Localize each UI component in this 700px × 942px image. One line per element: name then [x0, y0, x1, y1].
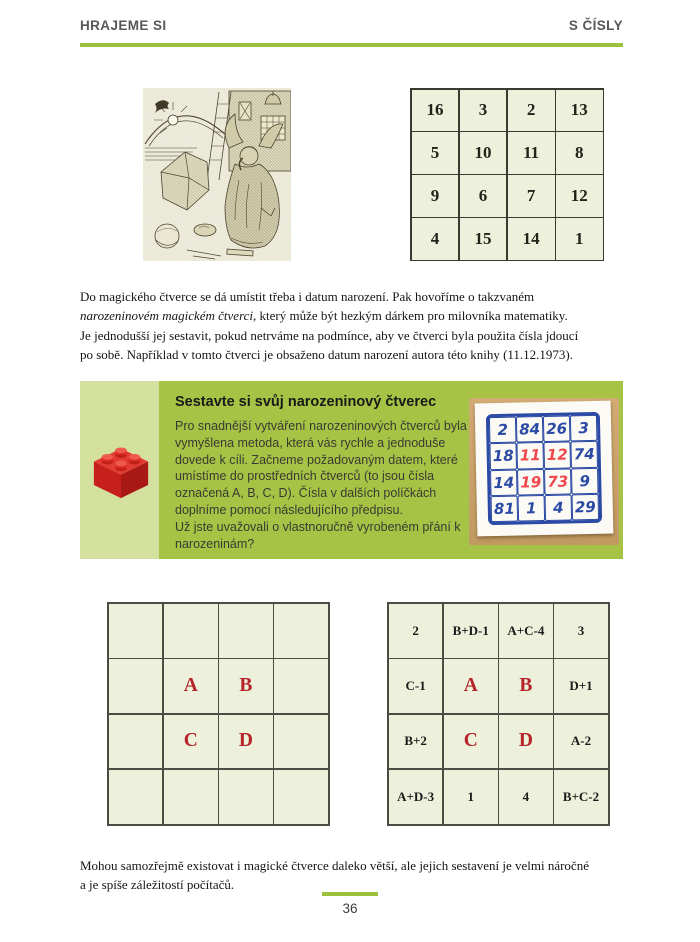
birthday-magic-square-table: [410, 88, 604, 261]
grid-cell: 1: [556, 218, 603, 260]
grid-cell: C: [164, 715, 218, 769]
grid-cell: 3: [570, 415, 598, 442]
grid-cell: C: [444, 715, 498, 769]
lego-brick-icon: [88, 441, 154, 499]
grid-cell: 9: [412, 175, 459, 217]
handdrawn-magic-square: [486, 412, 602, 525]
grid-cell: 3: [460, 90, 507, 132]
grid-cell: 26: [543, 415, 571, 442]
grid-cell: 84: [516, 416, 544, 443]
grid-cell: C-1: [389, 659, 443, 713]
grid-cell: [219, 770, 273, 824]
grid-cell: B+D-1: [444, 604, 498, 658]
grid-cell: 3: [554, 604, 608, 658]
grid-cell: B+2: [389, 715, 443, 769]
grid-cell: 19: [517, 469, 545, 496]
formula-template-grid: [387, 602, 610, 826]
grid-cell: 6: [460, 175, 507, 217]
melencolia-engraving-image: [143, 88, 291, 261]
grid-cell: [109, 604, 163, 658]
photo-paper: [475, 401, 614, 537]
header-right-title: S ČÍSLY: [568, 18, 623, 33]
grid-cell: 4: [499, 770, 553, 824]
grid-cell: [164, 604, 218, 658]
grid-cell: 10: [460, 132, 507, 174]
grid-cell: 18: [489, 443, 517, 470]
grid-cell: 1: [518, 495, 546, 522]
grid-cell: [274, 715, 328, 769]
grid-cell: 73: [544, 468, 572, 495]
grid-cell: 4: [412, 218, 459, 260]
grid-cell: [274, 659, 328, 713]
grid-cell: 29: [572, 494, 600, 521]
page-number: 36: [342, 901, 358, 916]
header-left-title: HRAJEME SI: [80, 18, 167, 33]
grid-cell: 7: [508, 175, 555, 217]
grid-cell: B: [219, 659, 273, 713]
grid-cell: A: [164, 659, 218, 713]
grid-cell: 8: [556, 132, 603, 174]
grid-cell: 16: [412, 90, 459, 132]
grid-cell: 14: [508, 218, 555, 260]
grid-cell: [274, 770, 328, 824]
grid-cell: 74: [570, 441, 598, 468]
grid-cell: 11: [516, 442, 544, 469]
grid-cell: 14: [490, 469, 518, 496]
letters-template-grid: [107, 602, 330, 826]
grid-cell: 4: [545, 494, 573, 521]
handdrawn-square-photo: [469, 398, 619, 545]
grid-cell: [109, 715, 163, 769]
grid-cell: 5: [412, 132, 459, 174]
grid-cell: [164, 770, 218, 824]
grid-cell: [109, 659, 163, 713]
grid-cell: A-2: [554, 715, 608, 769]
tip-box: [80, 381, 623, 559]
engraving-illustration: [143, 88, 291, 261]
page-header: [80, 18, 623, 33]
grid-cell: D+1: [554, 659, 608, 713]
grid-cell: B+C-2: [554, 770, 608, 824]
intro-text-italic: narozeninovém magickém čtverci: [80, 308, 254, 324]
grid-cell: B: [499, 659, 553, 713]
grid-cell: 12: [543, 442, 571, 469]
tip-box-body: Pro snadnější vytváření narozeninových čtverců byla vymyšlena metoda, která vás rychle a jednoduše dovede k cíli. Začneme požadovaným datem, které umístíme do prostředních čtverců (to jsou čísla označená A, B, C, D). Čísla v dalších políčkách doplníme pomocí následujícího předpisu. Už jste uvažovali o vlastnoručně vyrobeném přání k narozeninám?: [175, 419, 467, 551]
grid-cell: A+C-4: [499, 604, 553, 658]
grid-cell: 11: [508, 132, 555, 174]
grid-cell: A+D-3: [389, 770, 443, 824]
grid-cell: [219, 604, 273, 658]
grid-cell: 81: [491, 495, 519, 522]
grid-cell: 2: [508, 90, 555, 132]
grid-cell: [274, 604, 328, 658]
grid-cell: D: [499, 715, 553, 769]
grid-cell: 15: [460, 218, 507, 260]
grid-cell: 12: [556, 175, 603, 217]
intro-text-before: Do magického čtverce se dá umístit třeba i datum narození. Pak hovoříme o takzvaném: [80, 289, 535, 304]
grid-cell: D: [219, 715, 273, 769]
grid-cell: [109, 770, 163, 824]
footer-rule: [322, 892, 378, 896]
grid-cell: 2: [489, 417, 517, 444]
grid-cell: 2: [389, 604, 443, 658]
grid-cell: 1: [444, 770, 498, 824]
header-rule: [80, 43, 623, 47]
tip-box-title: Sestavte si svůj narozeninový čtverec: [175, 394, 437, 410]
intro-text-after: , který může být hezkým dárkem pro milovníka matematiky. Je jednodušší jej sestavit, pokud netrváme na podmínce, aby ve čtverci byla použita čísla jdoucí po sobě. Například v tomto čtverci je obsaženo datum narození autora této knihy (11.12.1973).: [80, 308, 579, 363]
closing-paragraph: Mohou samozřejmě existovat i magické čtverce daleko větší, ale jejich sestavení je velmi náročné a je spíše záležitostí počítačů.: [80, 858, 589, 893]
grid-cell: 13: [556, 90, 603, 132]
grid-cell: A: [444, 659, 498, 713]
intro-paragraph: [80, 287, 640, 365]
grid-cell: 9: [571, 467, 599, 494]
